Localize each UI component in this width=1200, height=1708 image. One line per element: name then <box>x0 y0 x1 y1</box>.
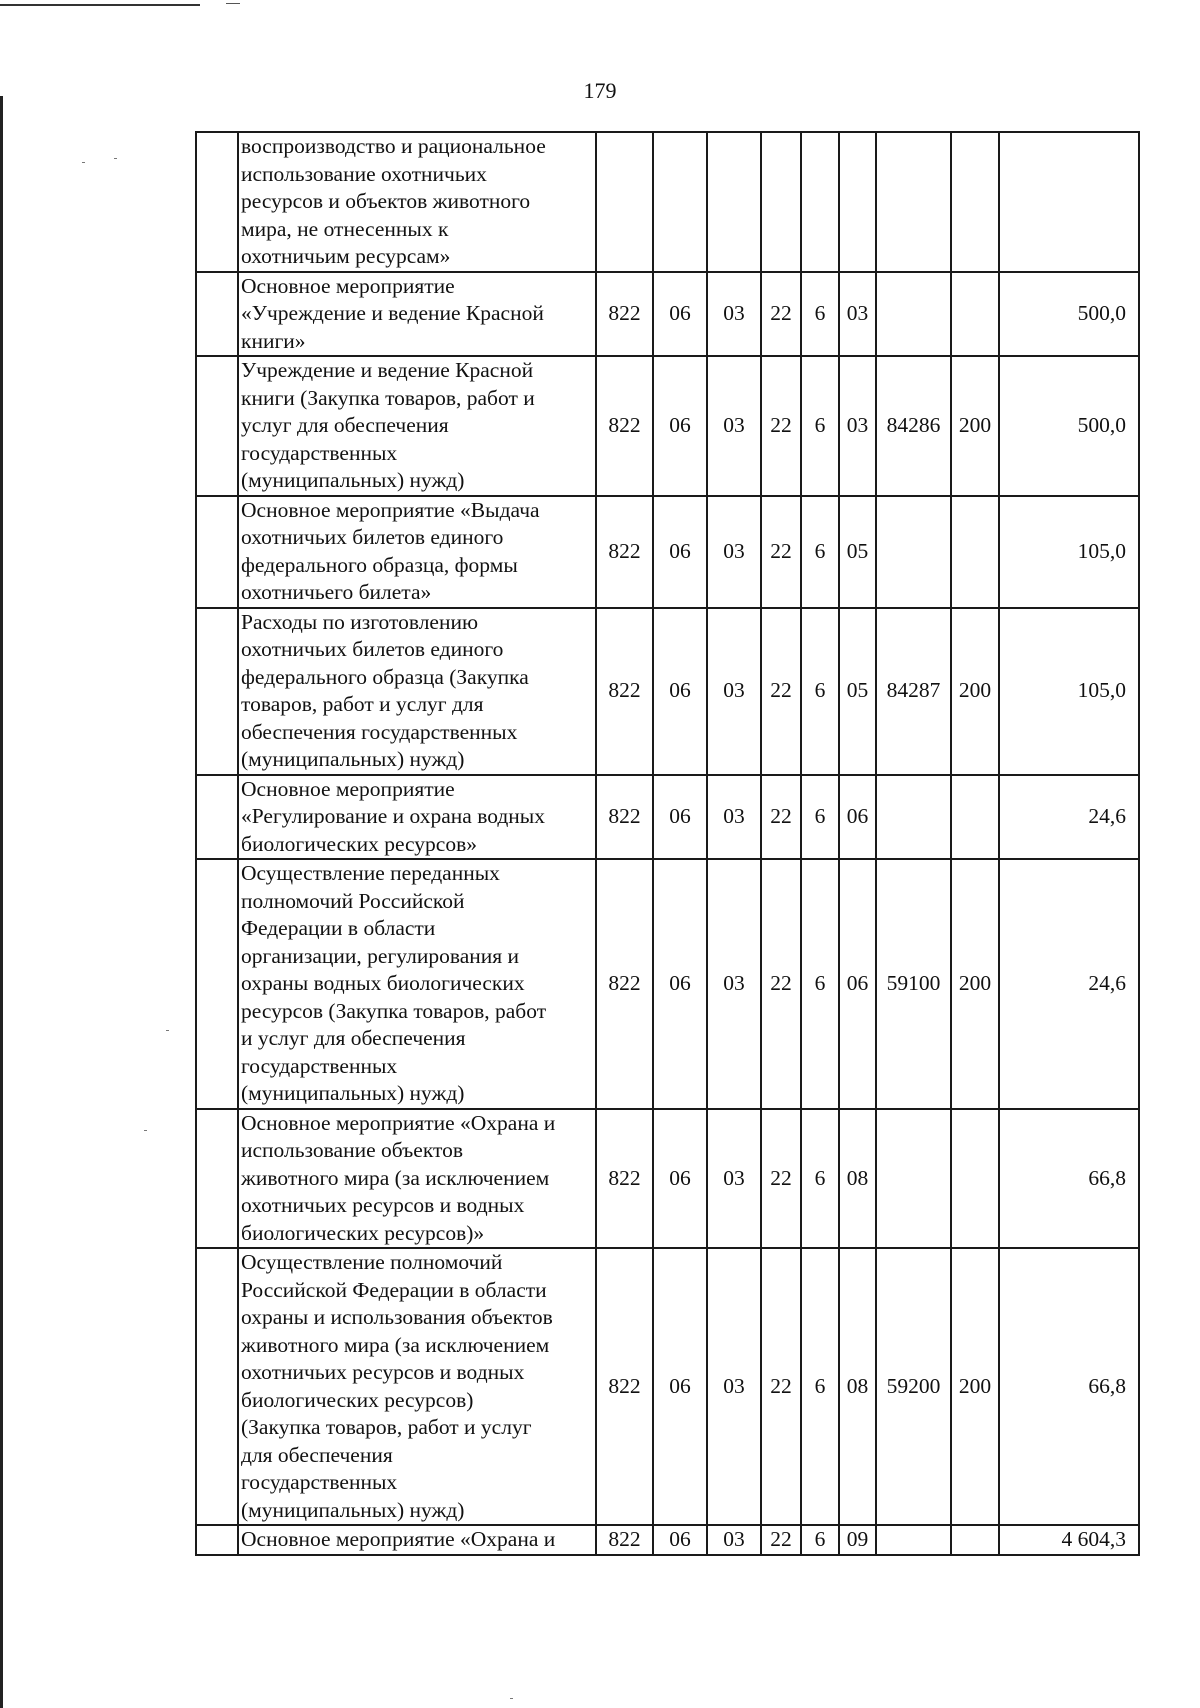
item-name-line: организации, регулирования и <box>241 943 520 968</box>
item-name-line: охраны и использования объектов <box>241 1305 553 1329</box>
item-name-line: «Регулирование и охрана водных <box>241 804 546 828</box>
row-index-cell <box>196 132 238 272</box>
direction-cell <box>876 496 951 608</box>
admin-code-cell: 822 <box>596 496 653 608</box>
item-name-line: книги (Закупка товаров, работ и <box>241 385 535 410</box>
table-row <box>196 1248 1139 1525</box>
expense-type-cell <box>951 496 999 608</box>
program-cell: 22 <box>761 1109 801 1249</box>
event-cell: 03 <box>839 272 876 357</box>
subsection-cell: 03 <box>707 775 761 860</box>
item-name-line: Осуществление полномочий <box>241 1250 503 1274</box>
subsection-cell: 03 <box>707 608 761 775</box>
item-name-line: государственных <box>241 1470 398 1494</box>
program-cell <box>761 132 801 272</box>
amount-cell: 66,8 <box>999 1109 1139 1249</box>
row-index-cell <box>196 1248 238 1525</box>
item-name-line: охотничьего билета» <box>241 580 432 604</box>
table-row <box>196 1525 1139 1555</box>
subsection-cell <box>707 132 761 272</box>
subprogram-cell: 6 <box>801 272 839 357</box>
item-name-line: обеспечения государственных <box>241 719 518 744</box>
item-name-line: животного мира (за исключением <box>241 1165 550 1190</box>
item-name-cell <box>238 1109 596 1249</box>
item-name-line: книги» <box>241 328 306 353</box>
item-name-cell <box>238 775 596 860</box>
subprogram-cell: 6 <box>801 1109 839 1249</box>
direction-cell <box>876 132 951 272</box>
amount-cell: 24,6 <box>999 775 1139 860</box>
row-index-cell <box>196 775 238 860</box>
subprogram-cell: 6 <box>801 356 839 496</box>
table-row <box>196 272 1139 357</box>
section-cell: 06 <box>653 608 707 775</box>
item-name-cell <box>238 496 596 608</box>
item-name-line: Российской Федерации в области <box>241 1277 547 1302</box>
item-name-cell <box>238 1248 596 1525</box>
budget-table <box>195 131 1140 1556</box>
item-name-line: охотничьих ресурсов и водных <box>241 1193 525 1217</box>
program-cell: 22 <box>761 356 801 496</box>
item-name-line: «Учреждение и ведение Красной <box>241 301 544 325</box>
subprogram-cell: 6 <box>801 608 839 775</box>
item-name-cell <box>238 859 596 1109</box>
program-cell: 22 <box>761 1248 801 1525</box>
amount-cell: 500,0 <box>999 272 1139 357</box>
direction-cell <box>876 1109 951 1249</box>
item-name-line: биологических ресурсов» <box>241 831 478 856</box>
item-name-line: федерального образца, формы <box>241 552 518 577</box>
table-row <box>196 132 1139 272</box>
item-name-line: биологических ресурсов) <box>241 1387 474 1412</box>
row-index-cell <box>196 1525 238 1555</box>
item-name-line: (муниципальных) нужд) <box>241 1497 465 1522</box>
direction-cell: 84287 <box>876 608 951 775</box>
scan-speck <box>82 162 85 163</box>
subprogram-cell <box>801 132 839 272</box>
event-cell: 05 <box>839 496 876 608</box>
item-name-line: полномочий Российской <box>241 888 465 913</box>
event-cell: 09 <box>839 1525 876 1555</box>
item-name-line: Осуществление переданных <box>241 861 500 885</box>
item-name-cell <box>238 1525 596 1555</box>
amount-cell: 66,8 <box>999 1248 1139 1525</box>
program-cell: 22 <box>761 775 801 860</box>
direction-cell <box>876 775 951 860</box>
expense-type-cell: 200 <box>951 356 999 496</box>
admin-code-cell: 822 <box>596 608 653 775</box>
item-name-line: Учреждение и ведение Красной <box>241 358 534 382</box>
item-name-cell <box>238 608 596 775</box>
admin-code-cell: 822 <box>596 775 653 860</box>
item-name-line: воспроизводство и рациональное <box>241 134 546 158</box>
item-name-line: для обеспечения <box>241 1442 393 1467</box>
event-cell: 08 <box>839 1109 876 1249</box>
item-name-line: Основное мероприятие <box>241 273 455 298</box>
amount-cell: 4 604,3 <box>999 1525 1139 1555</box>
section-cell: 06 <box>653 1525 707 1555</box>
scan-speck <box>144 1130 147 1131</box>
expense-type-cell: 200 <box>951 1248 999 1525</box>
scan-speck <box>510 1698 513 1699</box>
section-cell: 06 <box>653 859 707 1109</box>
item-name-line: использование охотничьих <box>241 161 487 186</box>
item-name-line: (муниципальных) нужд) <box>241 1081 465 1105</box>
page-number: 179 <box>583 78 617 103</box>
admin-code-cell: 822 <box>596 1525 653 1555</box>
item-name-line: товаров, работ и услуг для <box>241 692 484 716</box>
table-row <box>196 496 1139 608</box>
expense-type-cell: 200 <box>951 859 999 1109</box>
section-cell: 06 <box>653 356 707 496</box>
direction-cell: 59100 <box>876 859 951 1109</box>
subsection-cell: 03 <box>707 1109 761 1249</box>
scan-speck <box>114 158 117 159</box>
amount-cell: 500,0 <box>999 356 1139 496</box>
subsection-cell: 03 <box>707 356 761 496</box>
expense-type-cell <box>951 132 999 272</box>
program-cell: 22 <box>761 608 801 775</box>
item-name-line: охраны водных биологических <box>241 971 525 995</box>
expense-type-cell: 200 <box>951 608 999 775</box>
subprogram-cell: 6 <box>801 1248 839 1525</box>
expense-type-cell <box>951 272 999 357</box>
item-name-line: Основное мероприятие «Охрана и <box>241 1110 556 1135</box>
expense-type-cell <box>951 1525 999 1555</box>
item-name-line: охотничьих билетов единого <box>241 525 504 549</box>
subsection-cell: 03 <box>707 859 761 1109</box>
item-name-line: Основное мероприятие «Охрана и <box>241 1527 556 1551</box>
admin-code-cell: 822 <box>596 1109 653 1249</box>
item-name-cell <box>238 132 596 272</box>
item-name-line: охотничьих ресурсов и водных <box>241 1360 525 1384</box>
event-cell: 08 <box>839 1248 876 1525</box>
section-cell: 06 <box>653 272 707 357</box>
program-cell: 22 <box>761 859 801 1109</box>
subsection-cell: 03 <box>707 1248 761 1525</box>
scan-artifact-top-rule <box>0 4 200 6</box>
item-name-line: использование объектов <box>241 1138 464 1162</box>
item-name-line: федерального образца (Закупка <box>241 664 529 689</box>
admin-code-cell: 822 <box>596 272 653 357</box>
subprogram-cell: 6 <box>801 775 839 860</box>
item-name-line: мира, не отнесенных к <box>241 216 449 241</box>
amount-cell: 105,0 <box>999 608 1139 775</box>
item-name-line: (Закупка товаров, работ и услуг <box>241 1415 532 1439</box>
scan-speck <box>166 1030 169 1031</box>
row-index-cell <box>196 608 238 775</box>
item-name-line: Федерации в области <box>241 916 436 940</box>
subsection-cell: 03 <box>707 496 761 608</box>
expense-type-cell <box>951 1109 999 1249</box>
event-cell <box>839 132 876 272</box>
event-cell: 03 <box>839 356 876 496</box>
subprogram-cell: 6 <box>801 496 839 608</box>
section-cell: 06 <box>653 775 707 860</box>
row-index-cell <box>196 356 238 496</box>
direction-cell: 59200 <box>876 1248 951 1525</box>
table-row <box>196 608 1139 775</box>
subprogram-cell: 6 <box>801 859 839 1109</box>
item-name-line: охотничьим ресурсам» <box>241 244 451 268</box>
scan-artifact-left-edge <box>0 96 3 1708</box>
row-index-cell <box>196 272 238 357</box>
item-name-line: Расходы по изготовлению <box>241 609 479 634</box>
item-name-line: и услуг для обеспечения <box>241 1026 466 1050</box>
admin-code-cell <box>596 132 653 272</box>
item-name-line: услуг для обеспечения <box>241 413 449 437</box>
event-cell: 06 <box>839 859 876 1109</box>
section-cell: 06 <box>653 1248 707 1525</box>
direction-cell: 84286 <box>876 356 951 496</box>
table-row <box>196 775 1139 860</box>
event-cell: 05 <box>839 608 876 775</box>
admin-code-cell: 822 <box>596 1248 653 1525</box>
program-cell: 22 <box>761 1525 801 1555</box>
program-cell: 22 <box>761 496 801 608</box>
item-name-line: биологических ресурсов)» <box>241 1220 485 1245</box>
program-cell: 22 <box>761 272 801 357</box>
item-name-line: животного мира (за исключением <box>241 1332 550 1357</box>
item-name-line: Основное мероприятие «Выдача <box>241 497 540 522</box>
item-name-line: государственных <box>241 440 398 465</box>
event-cell: 06 <box>839 775 876 860</box>
admin-code-cell: 822 <box>596 356 653 496</box>
subprogram-cell: 6 <box>801 1525 839 1555</box>
table-row <box>196 1109 1139 1249</box>
row-index-cell <box>196 1109 238 1249</box>
item-name-line: охотничьих билетов единого <box>241 637 504 661</box>
section-cell <box>653 132 707 272</box>
direction-cell <box>876 1525 951 1555</box>
row-index-cell <box>196 496 238 608</box>
item-name-line: государственных <box>241 1053 398 1078</box>
row-index-cell <box>196 859 238 1109</box>
section-cell: 06 <box>653 1109 707 1249</box>
subsection-cell: 03 <box>707 1525 761 1555</box>
admin-code-cell: 822 <box>596 859 653 1109</box>
item-name-line: (муниципальных) нужд) <box>241 468 465 492</box>
item-name-line: ресурсов и объектов животного <box>241 189 531 213</box>
amount-cell: 24,6 <box>999 859 1139 1109</box>
item-name-cell <box>238 356 596 496</box>
item-name-line: Основное мероприятие <box>241 776 455 801</box>
item-name-line: (муниципальных) нужд) <box>241 747 465 771</box>
amount-cell <box>999 132 1139 272</box>
scan-artifact-top-mark <box>226 3 240 4</box>
table-row <box>196 356 1139 496</box>
item-name-cell <box>238 272 596 357</box>
amount-cell: 105,0 <box>999 496 1139 608</box>
budget-table-body <box>196 132 1139 1555</box>
expense-type-cell <box>951 775 999 860</box>
direction-cell <box>876 272 951 357</box>
subsection-cell: 03 <box>707 272 761 357</box>
section-cell: 06 <box>653 496 707 608</box>
item-name-line: ресурсов (Закупка товаров, работ <box>241 998 547 1023</box>
table-row <box>196 859 1139 1109</box>
